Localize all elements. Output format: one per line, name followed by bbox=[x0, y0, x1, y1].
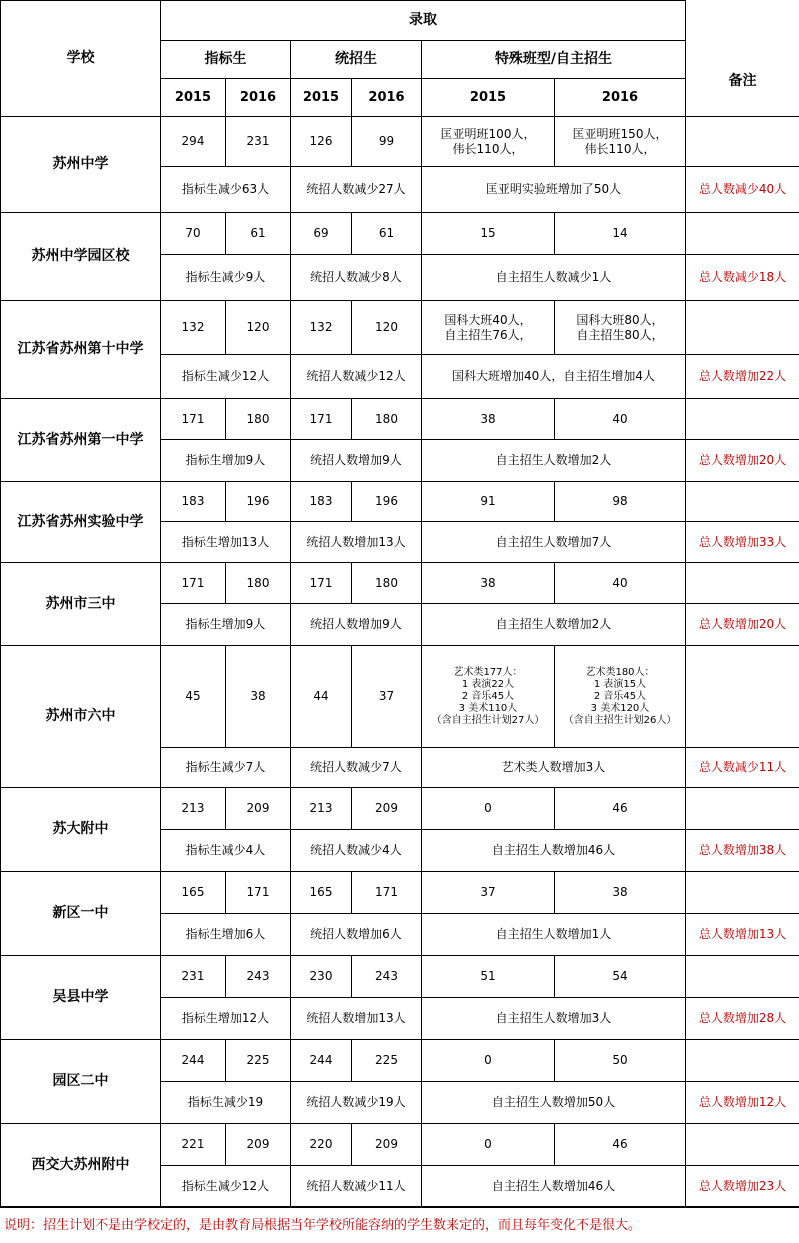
special-2015 bbox=[422, 646, 555, 748]
special-2016 bbox=[555, 872, 686, 914]
special-change: 国科大班增加40人，自主招生增加4人 bbox=[422, 355, 686, 399]
school-name: 苏州市六中 bbox=[1, 646, 161, 788]
remark-empty bbox=[686, 563, 799, 604]
special-line: 15 bbox=[480, 226, 496, 240]
unified-change: 统招人数减少27人 bbox=[291, 167, 422, 213]
unified-change: 统招人数减少8人 bbox=[291, 255, 422, 301]
remark-empty bbox=[686, 872, 799, 914]
unified-change: 统招人数增加9人 bbox=[291, 604, 422, 646]
special-change: 自主招生人数增加2人 bbox=[422, 604, 686, 646]
quota-2015: 231 bbox=[161, 956, 226, 998]
remark-empty bbox=[686, 117, 799, 167]
special-2016 bbox=[555, 213, 686, 255]
quota-change: 指标生减少63人 bbox=[161, 167, 291, 213]
unified-2016: 196 bbox=[352, 482, 422, 522]
school-row bbox=[1, 399, 799, 440]
quota-change: 指标生增加9人 bbox=[161, 440, 291, 482]
special-2016 bbox=[555, 646, 686, 748]
quota-2016: 231 bbox=[226, 117, 291, 167]
unified-2015: 183 bbox=[291, 482, 352, 522]
school-row bbox=[1, 563, 799, 604]
school-name: 西交大苏州附中 bbox=[1, 1124, 161, 1208]
special-change: 自主招生人数增加46人 bbox=[422, 1166, 686, 1208]
special-line: 国科大班40人， bbox=[444, 312, 532, 327]
quota-2015: 244 bbox=[161, 1040, 226, 1082]
quota-2016: 209 bbox=[226, 788, 291, 830]
quota-2015: 294 bbox=[161, 117, 226, 167]
quota-2016: 180 bbox=[226, 399, 291, 440]
school-name: 新区一中 bbox=[1, 872, 161, 956]
special-line: 37 bbox=[480, 885, 496, 899]
special-2015 bbox=[422, 117, 555, 167]
special-line: 98 bbox=[612, 494, 628, 508]
quota-2015: 70 bbox=[161, 213, 226, 255]
remark-empty bbox=[686, 301, 799, 355]
remark-empty bbox=[686, 1124, 799, 1166]
special-change: 自主招生人数增加50人 bbox=[422, 1082, 686, 1124]
quota-2016: 120 bbox=[226, 301, 291, 355]
special-2016 bbox=[555, 788, 686, 830]
special-2016 bbox=[555, 956, 686, 998]
school-row bbox=[1, 301, 799, 355]
unified-change: 统招人数减少7人 bbox=[291, 748, 422, 788]
special-line: 40 bbox=[612, 575, 628, 590]
quota-change: 指标生减少12人 bbox=[161, 1166, 291, 1208]
unified-change: 统招人数减少19人 bbox=[291, 1082, 422, 1124]
special-line: 自主招生80人， bbox=[576, 327, 664, 342]
special-2015 bbox=[422, 301, 555, 355]
school-name: 吴县中学 bbox=[1, 956, 161, 1040]
school-name: 江苏省苏州第一中学 bbox=[1, 399, 161, 482]
remark-total-change: 总人数增加28人 bbox=[686, 998, 799, 1040]
unified-change: 统招人数增加13人 bbox=[291, 522, 422, 563]
special-change: 自主招生人数增加1人 bbox=[422, 914, 686, 956]
school-row bbox=[1, 1124, 799, 1166]
special-line: 匡亚明班150人， bbox=[572, 126, 668, 141]
unified-2016: 180 bbox=[352, 399, 422, 440]
special-2015 bbox=[422, 482, 555, 522]
school-name: 园区二中 bbox=[1, 1040, 161, 1124]
special-change: 自主招生人数增加7人 bbox=[422, 522, 686, 563]
quota-change: 指标生减少9人 bbox=[161, 255, 291, 301]
unified-2016: 171 bbox=[352, 872, 422, 914]
special-line: 38 bbox=[612, 885, 628, 899]
special-2016 bbox=[555, 399, 686, 440]
unified-2016: 61 bbox=[352, 213, 422, 255]
header-year: 2015 bbox=[422, 79, 555, 117]
special-line: 40 bbox=[612, 411, 628, 426]
school-row bbox=[1, 788, 799, 830]
footer-note: 说明：招生计划不是由学校定的，是由教育局根据当年学校所能容纳的学生数来定的，而且每年变化不是很大。 bbox=[0, 1206, 799, 1243]
unified-2015: 244 bbox=[291, 1040, 352, 1082]
unified-2015: 213 bbox=[291, 788, 352, 830]
special-line: 1 表演15人 bbox=[593, 678, 647, 690]
special-2016 bbox=[555, 117, 686, 167]
remark-empty bbox=[686, 482, 799, 522]
quota-2015: 221 bbox=[161, 1124, 226, 1166]
header-special: 特殊班型/自主招生 bbox=[422, 41, 686, 79]
remark-empty bbox=[686, 956, 799, 998]
special-line: 伟长110人， bbox=[452, 141, 524, 156]
unified-change: 统招人数增加6人 bbox=[291, 914, 422, 956]
quota-change: 指标生减少12人 bbox=[161, 355, 291, 399]
quota-2015: 45 bbox=[161, 646, 226, 748]
special-2016 bbox=[555, 1124, 686, 1166]
quota-2016: 225 bbox=[226, 1040, 291, 1082]
special-line: 自主招生76人， bbox=[444, 327, 532, 342]
header-year: 2015 bbox=[161, 79, 226, 117]
quota-2016: 209 bbox=[226, 1124, 291, 1166]
school-row bbox=[1, 117, 799, 167]
special-2015 bbox=[422, 788, 555, 830]
school-name: 苏州市三中 bbox=[1, 563, 161, 646]
remark-empty bbox=[686, 788, 799, 830]
header-year: 2016 bbox=[555, 79, 686, 117]
unified-change: 统招人数增加9人 bbox=[291, 440, 422, 482]
special-2015 bbox=[422, 872, 555, 914]
quota-2015: 132 bbox=[161, 301, 226, 355]
unified-2015: 171 bbox=[291, 563, 352, 604]
special-change: 艺术类人数增加3人 bbox=[422, 748, 686, 788]
school-name: 苏州中学园区校 bbox=[1, 213, 161, 301]
header-remark-cell bbox=[686, 1, 799, 117]
school-row bbox=[1, 872, 799, 914]
school-row bbox=[1, 1040, 799, 1082]
school-name: 苏大附中 bbox=[1, 788, 161, 872]
remark-total-change: 总人数增加23人 bbox=[686, 1166, 799, 1208]
special-line: 91 bbox=[480, 494, 496, 508]
unified-2015: 44 bbox=[291, 646, 352, 748]
quota-2015: 213 bbox=[161, 788, 226, 830]
remark-empty bbox=[686, 399, 799, 440]
school-name: 江苏省苏州第十中学 bbox=[1, 301, 161, 399]
header-remark: 备注 bbox=[728, 72, 757, 89]
quota-2016: 61 bbox=[226, 213, 291, 255]
unified-2015: 230 bbox=[291, 956, 352, 998]
special-2015 bbox=[422, 1040, 555, 1082]
school-row bbox=[1, 213, 799, 255]
unified-2015: 171 bbox=[291, 399, 352, 440]
special-line: 38 bbox=[480, 411, 496, 426]
remark-total-change: 总人数增加38人 bbox=[686, 830, 799, 872]
school-name: 苏州中学 bbox=[1, 117, 161, 213]
quota-change: 指标生减少7人 bbox=[161, 748, 291, 788]
school-name: 江苏省苏州实验中学 bbox=[1, 482, 161, 563]
special-line: 50 bbox=[612, 1053, 628, 1067]
unified-2016: 120 bbox=[352, 301, 422, 355]
special-line: 0 bbox=[484, 801, 492, 815]
school-row bbox=[1, 956, 799, 998]
special-line: 46 bbox=[612, 1137, 628, 1151]
header-year: 2015 bbox=[291, 79, 352, 117]
special-change: 自主招生人数减少1人 bbox=[422, 255, 686, 301]
special-2016 bbox=[555, 301, 686, 355]
special-line: 匡亚明班100人， bbox=[440, 126, 536, 141]
unified-2016: 37 bbox=[352, 646, 422, 748]
quota-2016: 38 bbox=[226, 646, 291, 748]
special-line: 0 bbox=[484, 1137, 492, 1151]
special-line: 艺术类177人： bbox=[453, 666, 523, 678]
special-2015 bbox=[422, 399, 555, 440]
quota-2016: 196 bbox=[226, 482, 291, 522]
special-line: 3 美术120人 bbox=[590, 702, 650, 714]
unified-2015: 69 bbox=[291, 213, 352, 255]
special-line: 伟长110人， bbox=[584, 141, 656, 156]
quota-2015: 165 bbox=[161, 872, 226, 914]
header-admission: 录取 bbox=[161, 1, 686, 41]
special-2016 bbox=[555, 563, 686, 604]
unified-change: 统招人数减少12人 bbox=[291, 355, 422, 399]
special-line: 艺术类180人： bbox=[585, 666, 655, 678]
header-year: 2016 bbox=[352, 79, 422, 117]
quota-change: 指标生增加12人 bbox=[161, 998, 291, 1040]
unified-change: 统招人数增加13人 bbox=[291, 998, 422, 1040]
special-line: 38 bbox=[480, 575, 496, 590]
unified-2015: 220 bbox=[291, 1124, 352, 1166]
special-2015 bbox=[422, 1124, 555, 1166]
special-line: 14 bbox=[612, 226, 628, 240]
unified-2015: 126 bbox=[291, 117, 352, 167]
school-row bbox=[1, 646, 799, 748]
special-line: 54 bbox=[612, 969, 628, 983]
remark-total-change: 总人数增加13人 bbox=[686, 914, 799, 956]
school-row bbox=[1, 482, 799, 522]
remark-total-change: 总人数减少40人 bbox=[686, 167, 799, 213]
unified-2016: 209 bbox=[352, 788, 422, 830]
header-unified: 统招生 bbox=[291, 41, 422, 79]
remark-total-change: 总人数增加20人 bbox=[686, 440, 799, 482]
unified-2016: 180 bbox=[352, 563, 422, 604]
special-line: 2 音乐45人 bbox=[461, 690, 515, 702]
remark-empty bbox=[686, 646, 799, 748]
unified-2015: 165 bbox=[291, 872, 352, 914]
remark-total-change: 总人数增加12人 bbox=[686, 1082, 799, 1124]
remark-total-change: 总人数增加33人 bbox=[686, 522, 799, 563]
special-line: （含自主招生计划26人） bbox=[563, 714, 677, 726]
remark-total-change: 总人数减少18人 bbox=[686, 255, 799, 301]
unified-2016: 243 bbox=[352, 956, 422, 998]
unified-2016: 209 bbox=[352, 1124, 422, 1166]
quota-2015: 183 bbox=[161, 482, 226, 522]
special-2015 bbox=[422, 213, 555, 255]
quota-change: 指标生增加6人 bbox=[161, 914, 291, 956]
quota-2015: 171 bbox=[161, 563, 226, 604]
special-change: 自主招生人数增加46人 bbox=[422, 830, 686, 872]
special-line: 46 bbox=[612, 801, 628, 815]
quota-2015: 171 bbox=[161, 399, 226, 440]
quota-2016: 243 bbox=[226, 956, 291, 998]
remark-empty bbox=[686, 1040, 799, 1082]
remark-total-change: 总人数减少11人 bbox=[686, 748, 799, 788]
special-2015 bbox=[422, 563, 555, 604]
special-2016 bbox=[555, 482, 686, 522]
unified-2016: 99 bbox=[352, 117, 422, 167]
special-2015 bbox=[422, 956, 555, 998]
special-change: 自主招生人数增加3人 bbox=[422, 998, 686, 1040]
unified-2015: 132 bbox=[291, 301, 352, 355]
special-line: 国科大班80人， bbox=[576, 312, 664, 327]
quota-change: 指标生增加9人 bbox=[161, 604, 291, 646]
special-line: 51 bbox=[480, 969, 496, 983]
header-year: 2016 bbox=[226, 79, 291, 117]
special-change: 匡亚明实验班增加了50人 bbox=[422, 167, 686, 213]
header-quota: 指标生 bbox=[161, 41, 291, 79]
remark-total-change: 总人数增加22人 bbox=[686, 355, 799, 399]
unified-change: 统招人数减少4人 bbox=[291, 830, 422, 872]
quota-change: 指标生减少19 bbox=[161, 1082, 291, 1124]
special-line: 2 音乐45人 bbox=[593, 690, 647, 702]
quota-2016: 180 bbox=[226, 563, 291, 604]
special-line: （含自主招生计划27人） bbox=[431, 714, 545, 726]
remark-empty bbox=[686, 213, 799, 255]
special-change: 自主招生人数增加2人 bbox=[422, 440, 686, 482]
quota-change: 指标生增加13人 bbox=[161, 522, 291, 563]
quota-change: 指标生减少4人 bbox=[161, 830, 291, 872]
unified-2016: 225 bbox=[352, 1040, 422, 1082]
header-school: 学校 bbox=[1, 1, 161, 117]
special-2016 bbox=[555, 1040, 686, 1082]
remark-total-change: 总人数增加20人 bbox=[686, 604, 799, 646]
unified-change: 统招人数减少11人 bbox=[291, 1166, 422, 1208]
special-line: 0 bbox=[484, 1053, 492, 1067]
special-line: 1 表演22人 bbox=[461, 678, 515, 690]
quota-2016: 171 bbox=[226, 872, 291, 914]
special-line: 3 美术110人 bbox=[458, 702, 518, 714]
